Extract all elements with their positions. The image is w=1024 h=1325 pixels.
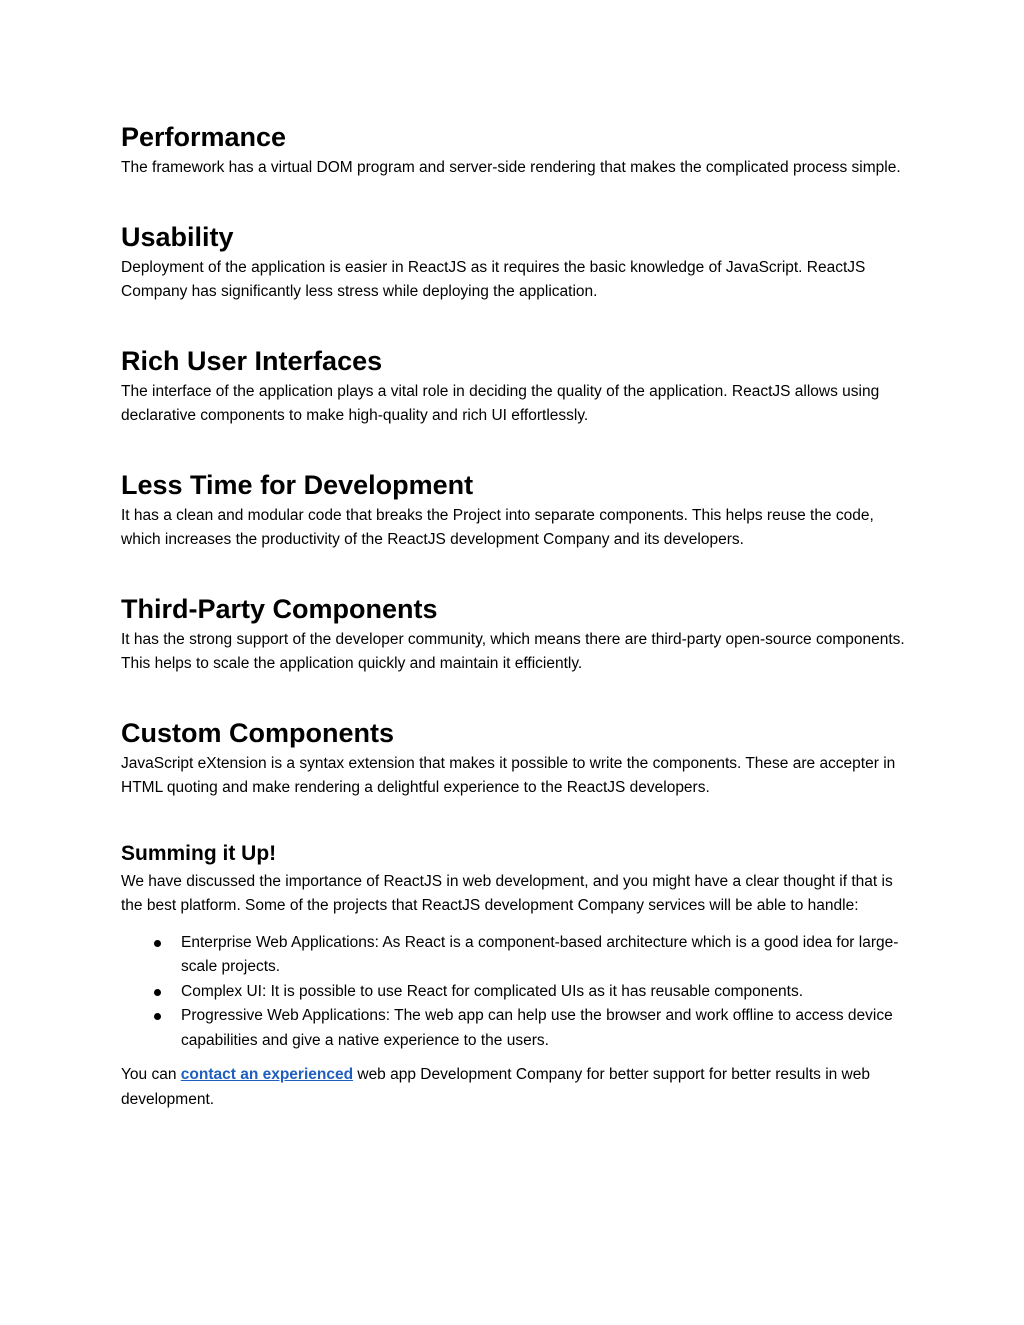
section-less-time-for-development xyxy=(121,466,911,553)
list-item-text: Enterprise Web Applications: As React is a component-based architecture which is a good idea for large-scale projects. xyxy=(181,933,899,975)
document-page xyxy=(121,118,911,1149)
section-body: The framework has a virtual DOM program and server-side rendering that makes the complicated process simple. xyxy=(121,159,901,176)
section-heading: Less Time for Development xyxy=(121,469,474,500)
summary-heading: Summing it Up! xyxy=(121,841,277,865)
contact-link[interactable]: contact an experienced xyxy=(180,1066,354,1083)
section-heading: Usability xyxy=(121,221,234,252)
section-performance xyxy=(121,118,911,181)
list-item-text: Complex UI: It is possible to use React for complicated UIs as it has reusable components. xyxy=(181,982,804,1000)
section-body: It has a clean and modular code that breaks the Project into separate components. This helps reuse the code, which increases the productivity of the ReactJS development Company and its developers. xyxy=(121,506,874,548)
bullet-icon xyxy=(154,940,161,947)
list-item xyxy=(181,931,911,980)
section-heading: Third-Party Components xyxy=(121,593,438,624)
summary-intro: We have discussed the importance of ReactJS in web development, and you might have a clear thought if that is the best platform. Some of the projects that ReactJS development Company services will be able to handle: xyxy=(121,872,893,914)
closing-paragraph xyxy=(121,1063,911,1112)
section-third-party-components xyxy=(121,590,911,677)
list-item xyxy=(181,980,911,1005)
section-body: Deployment of the application is easier in ReactJS as it requires the basic knowledge of JavaScript. ReactJS Company has significantly less stress while deploying the application. xyxy=(121,258,866,300)
section-heading: Performance xyxy=(121,122,287,152)
bullet-icon xyxy=(154,989,161,996)
closing-text-end: web app Development Company for better support for better results in web development. xyxy=(121,1066,870,1108)
section-custom-components xyxy=(121,714,911,801)
section-body: The interface of the application plays a vital role in deciding the quality of the application. ReactJS allows using declarative components to make high-quality and rich UI effortlessly. xyxy=(121,382,880,424)
section-usability xyxy=(121,218,911,305)
section-rich-user-interfaces xyxy=(121,342,911,429)
closing-text-start: You can xyxy=(121,1066,181,1083)
section-heading: Rich User Interfaces xyxy=(121,345,383,376)
section-heading: Custom Components xyxy=(121,717,394,748)
list-item xyxy=(181,1004,911,1053)
project-types-list xyxy=(121,931,911,1054)
section-body: JavaScript eXtension is a syntax extension that makes it possible to write the components. These are accepter in HTML quoting and make rendering a delightful experience to the ReactJS developers. xyxy=(121,754,896,796)
bullet-icon xyxy=(154,1013,161,1020)
list-item-text: Progressive Web Applications: The web app can help use the browser and work offline to access device capabilities and give a native experience to the users. xyxy=(181,1007,893,1049)
section-summing-it-up xyxy=(121,838,911,1113)
section-body: It has the strong support of the developer community, which means there are third-party open-source components. This helps to scale the application quickly and maintain it efficiently. xyxy=(121,630,905,672)
